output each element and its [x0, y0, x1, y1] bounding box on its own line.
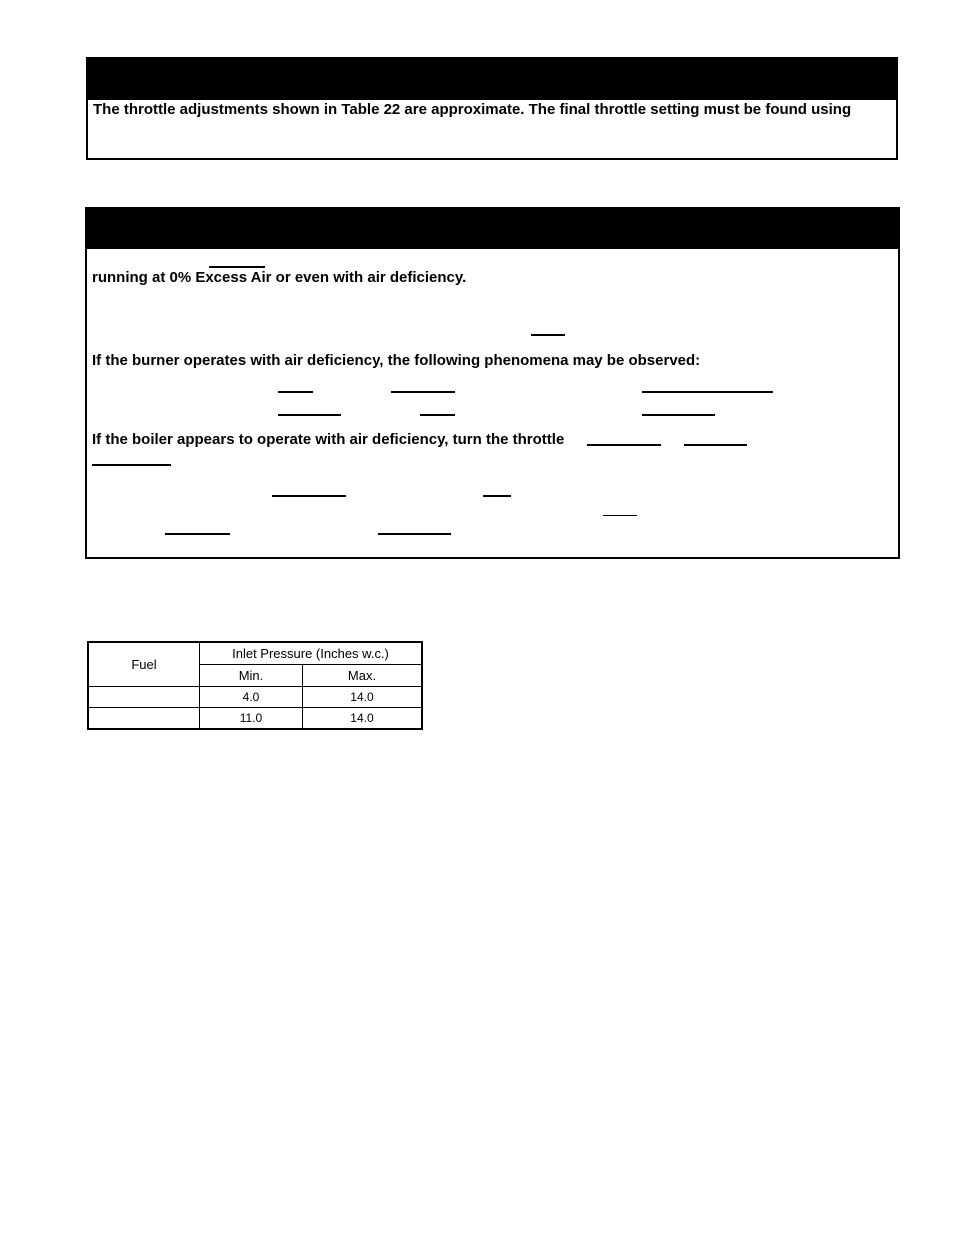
blank-underline	[587, 444, 661, 446]
caution-line-phenomena: If the burner operates with air deficiency, the following phenomena may be observed:	[92, 352, 701, 369]
blank-underline	[209, 266, 265, 268]
blank-underline	[278, 391, 313, 393]
blank-underline	[420, 414, 455, 416]
column-header-min: Min.	[200, 665, 303, 687]
blank-underline	[684, 444, 747, 446]
inlet-pressure-table	[87, 641, 423, 730]
min-cell: 4.0	[200, 687, 303, 708]
caution-box-header	[87, 209, 898, 249]
column-header-fuel: Fuel	[88, 642, 200, 687]
note-box-header	[88, 59, 896, 100]
column-group-inlet-pressure: Inlet Pressure (Inches w.c.)	[200, 642, 423, 665]
fuel-cell	[88, 687, 200, 708]
column-header-max: Max.	[302, 665, 422, 687]
blank-underline	[642, 414, 715, 416]
blank-underline	[531, 334, 565, 336]
blank-underline	[92, 464, 171, 466]
min-cell: 11.0	[200, 708, 303, 730]
blank-underline	[378, 533, 451, 535]
table-row	[88, 708, 422, 730]
blank-underline	[278, 414, 341, 416]
blank-underline	[483, 495, 511, 497]
caution-line-excess-air: running at 0% Excess Air or even with air deficiency.	[92, 269, 467, 286]
caution-line-throttle: If the boiler appears to operate with air deficiency, turn the throttle	[92, 431, 565, 448]
table-row	[88, 687, 422, 708]
caution-box	[85, 207, 900, 559]
note-text: The throttle adjustments shown in Table 22 are approximate. The final throttle setting must be found using	[93, 101, 852, 118]
blank-underline	[272, 495, 346, 497]
blank-underline	[642, 391, 773, 393]
max-cell: 14.0	[302, 687, 422, 708]
max-cell: 14.0	[302, 708, 422, 730]
blank-underline	[165, 533, 230, 535]
blank-underline	[603, 515, 637, 516]
blank-underline	[391, 391, 455, 393]
fuel-cell	[88, 708, 200, 730]
